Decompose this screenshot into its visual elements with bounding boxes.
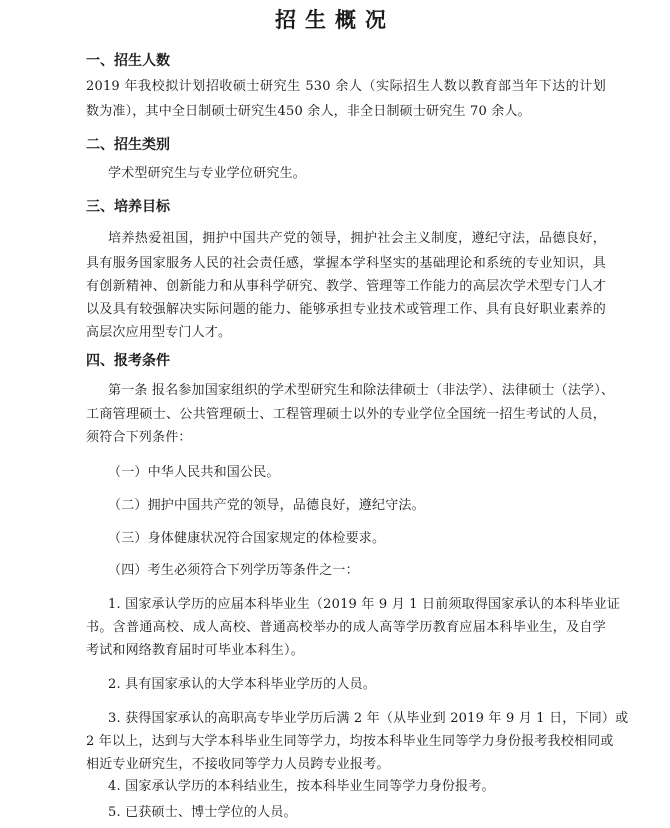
paragraph-line: 高层次应用型专门人才。 bbox=[86, 325, 232, 340]
paragraph-line: 以及具有较强解决实际问题的能力、能够承担专业技术或管理工作、具有良好职业素养的 bbox=[86, 302, 606, 317]
requirement-item: （二）拥护中国共产党的领导，品德良好，遵纪守法。 bbox=[108, 498, 425, 513]
paragraph-line: 1. 国家承认学历的应届本科毕业生（2019 年 9 月 1 日前须取得国家承认的本科毕业证 bbox=[108, 597, 621, 612]
paragraph-line: 学术型研究生与专业学位研究生。 bbox=[108, 166, 307, 181]
document-title: 招生概况 bbox=[275, 8, 395, 32]
paragraph-line: 第一条 报名参加国家组织的学术型研究生和除法律硕士（非法学）、法律硕士（法学）、 bbox=[108, 383, 615, 398]
paragraph-line: 3. 获得国家承认的高职高专毕业学历后满 2 年（从毕业到 2019 年 9 月 1 日，下同）或 bbox=[108, 711, 629, 726]
section-heading-training-goal: 三、培养目标 bbox=[86, 199, 170, 215]
paragraph-line: 具有服务国家服务人民的社会责任感，掌握本学科坚实的基础理论和系统的专业知识，具 bbox=[86, 256, 606, 271]
paragraph-line: 相近专业研究生，不接收同等学力人员跨专业报考。 bbox=[86, 757, 390, 772]
paragraph-line: 2019 年我校拟计划招收硕士研究生 530 余人（实际招生人数以教育部当年下达的计划 bbox=[86, 79, 606, 94]
paragraph-line: 2 年以上，达到与大学本科毕业生同等学力，均按本科毕业生同等学力身份报考我校相同或 bbox=[86, 734, 614, 749]
section-heading-application-requirements: 四、报考条件 bbox=[86, 353, 170, 369]
requirement-item: （一）中华人民共和国公民。 bbox=[108, 465, 280, 480]
paragraph-line: 数为准），其中全日制硕士研究生450 余人，非全日制硕士研究生 70 余人。 bbox=[86, 104, 531, 119]
paragraph-line: 4. 国家承认学历的本科结业生，按本科毕业生同等学力身份报考。 bbox=[108, 779, 495, 794]
requirement-item: （四）考生必须符合下列学历等条件之一： bbox=[108, 563, 359, 578]
paragraph-line: 工商管理硕士、公共管理硕士、工程管理硕士以外的专业学位全国统一招生考试的人员， bbox=[86, 407, 606, 422]
paragraph-line: 书。含普通高校、成人高校、普通高校举办的成人高等学历教育应届本科毕业生，及自学 bbox=[86, 620, 606, 635]
paragraph-line: 有创新精神、创新能力和从事科学研究、教学、管理等工作能力的高层次学术型专门人才 bbox=[86, 279, 606, 294]
paragraph-line: 培养热爱祖国，拥护中国共产党的领导，拥护社会主义制度，遵纪守法，品德良好， bbox=[108, 231, 606, 246]
paragraph-line: 5. 已获硕士、博士学位的人员。 bbox=[108, 805, 297, 820]
section-heading-enrollment-number: 一、招生人数 bbox=[86, 53, 170, 69]
paragraph-line: 须符合下列条件： bbox=[86, 430, 192, 445]
requirement-item: （三）身体健康状况符合国家规定的体检要求。 bbox=[108, 531, 386, 546]
section-heading-enrollment-type: 二、招生类别 bbox=[86, 137, 170, 153]
paragraph-line: 考试和网络教育届时可毕业本科生）。 bbox=[86, 643, 304, 658]
paragraph-line: 2. 具有国家承认的大学本科毕业学历的人员。 bbox=[108, 677, 376, 692]
